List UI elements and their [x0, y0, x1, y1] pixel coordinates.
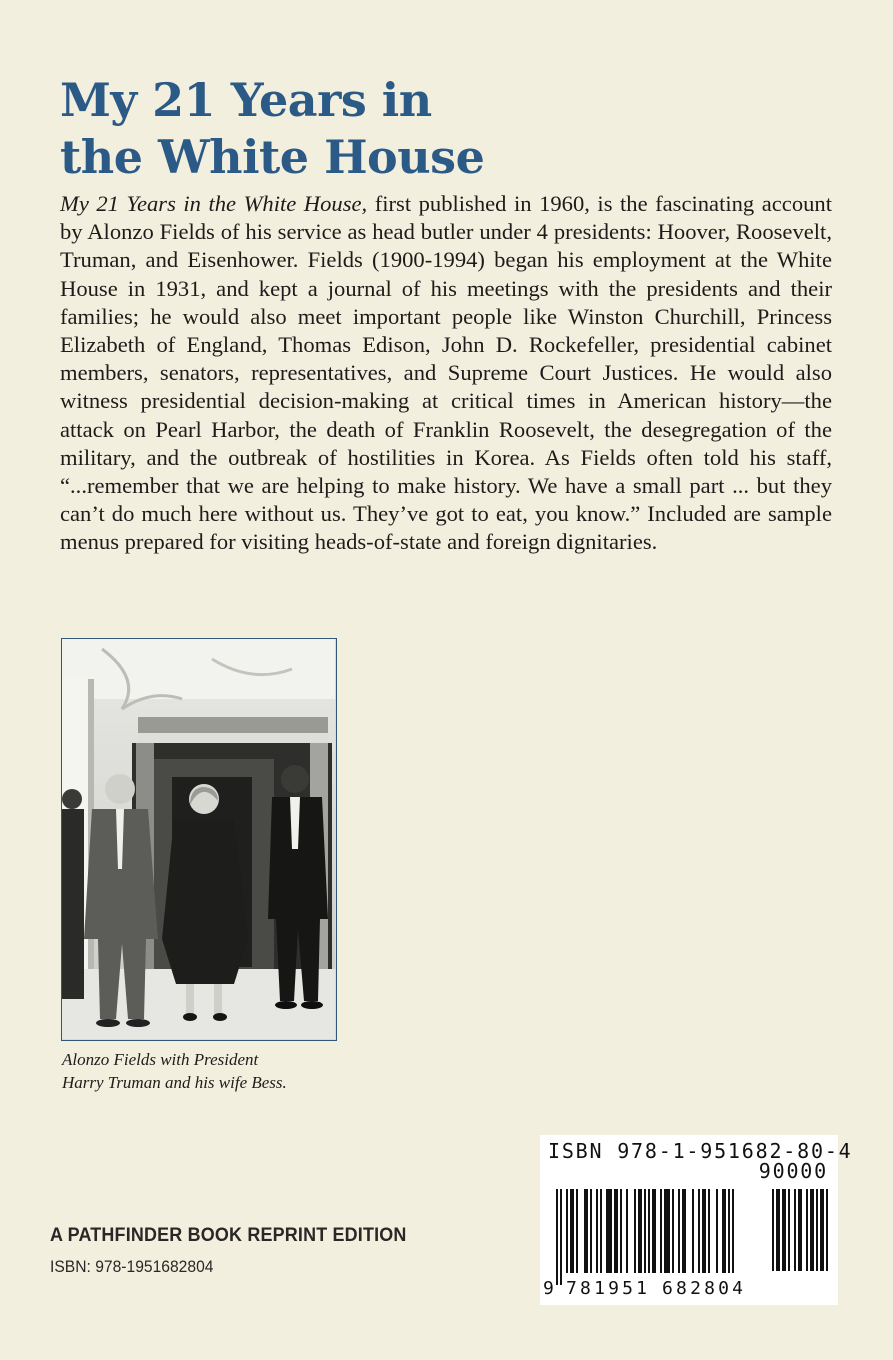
barcode-bar	[826, 1189, 828, 1271]
barcode-bar	[634, 1189, 636, 1273]
barcode-digit-group-2: 682804	[662, 1278, 747, 1299]
barcode-bar	[606, 1189, 612, 1273]
barcode-bar	[708, 1189, 710, 1273]
barcode-bar	[782, 1189, 786, 1271]
isbn-barcode	[540, 1135, 853, 1305]
cover-photo	[61, 638, 337, 1041]
barcode-bar	[566, 1189, 568, 1273]
book-description-title: My 21 Years in the White House,	[60, 191, 368, 216]
barcode-bar	[772, 1189, 774, 1271]
barcode-bar	[798, 1189, 802, 1271]
barcode-bar	[794, 1189, 796, 1271]
barcode-bar	[648, 1189, 650, 1273]
edition-label: A PATHFINDER BOOK REPRINT EDITION	[50, 1224, 407, 1246]
cover-photo-image	[62, 639, 335, 1039]
barcode-bar	[660, 1189, 662, 1273]
barcode-digit-group-1: 781951	[566, 1278, 651, 1299]
barcode-bar	[816, 1189, 818, 1271]
photo-caption-line-1: Alonzo Fields with President	[62, 1050, 259, 1069]
barcode-bar	[672, 1189, 674, 1273]
isbn-text: ISBN: 978-1951682804	[50, 1257, 214, 1276]
book-title-line-2: the White House	[60, 130, 485, 184]
barcode-bar	[664, 1189, 670, 1273]
barcode-bar	[692, 1189, 694, 1273]
barcode-bar	[716, 1189, 718, 1273]
barcode-addon-bars	[772, 1189, 834, 1275]
barcode-bar	[820, 1189, 824, 1271]
barcode-bar	[638, 1189, 642, 1273]
barcode-bar	[788, 1189, 790, 1271]
barcode-lead-digit: 9	[543, 1278, 554, 1299]
barcode-bar	[614, 1189, 618, 1273]
barcode-bar	[556, 1189, 558, 1285]
book-description-text: first published in 1960, is the fascinating account by Alonzo Fields of his service as head butler under 4 presidents: Hoover, Roosevelt, Truman, and Eisenhower. Fields (1900-1994) began his employment at the White House in 1931, and kept a journal of his meetings with the presidents and their families; he would also meet important people like Winston Churchill, Princess Elizabeth of England, Thomas Edison, John D. Rockefeller, presidential cabinet members, senators, representatives, and Supreme Court Justices. He would also witness presidential decision-making at critical times in American history—the attack on Pearl Harbor, the death of Franklin Roosevelt, the desegregation of the military, and the outbreak of hostilities in Korea. As Fields often told his staff, “...remember that we are helping to make history. We have a small part ... but they can’t do much here without us. They’ve got to eat, you know.” Included are sample menus prepared for visiting heads-of-state and foreign dignitaries.	[60, 191, 832, 555]
barcode-bar	[806, 1189, 808, 1271]
barcode-bar	[682, 1189, 686, 1273]
barcode-bar	[722, 1189, 726, 1273]
book-title	[60, 72, 840, 186]
book-description	[60, 190, 832, 557]
barcode-bar	[626, 1189, 628, 1273]
barcode-bar	[620, 1189, 622, 1273]
barcode-bar	[702, 1189, 706, 1273]
barcode-bar	[698, 1189, 700, 1273]
barcode-bar	[732, 1189, 734, 1273]
photo-caption	[62, 1048, 362, 1094]
barcode-bar	[576, 1189, 578, 1273]
barcode-bar	[584, 1189, 588, 1273]
book-title-line-1: My 21 Years in	[60, 73, 432, 127]
barcode-bar	[600, 1189, 602, 1273]
photo-caption-line-2: Harry Truman and his wife Bess.	[62, 1073, 287, 1092]
barcode-bar	[678, 1189, 680, 1273]
barcode-isbn-label: ISBN 978-1-951682-80-4	[548, 1139, 853, 1163]
barcode-bar	[570, 1189, 574, 1273]
barcode-bar	[652, 1189, 656, 1273]
barcode-bar	[596, 1189, 598, 1273]
barcode-bar	[560, 1189, 562, 1285]
barcode-bar	[810, 1189, 814, 1271]
barcode-bar	[728, 1189, 730, 1273]
barcode-bar	[590, 1189, 592, 1273]
barcode-bar	[776, 1189, 780, 1271]
barcode-bar	[644, 1189, 646, 1273]
barcode-addon-digits: 90000	[758, 1159, 828, 1183]
